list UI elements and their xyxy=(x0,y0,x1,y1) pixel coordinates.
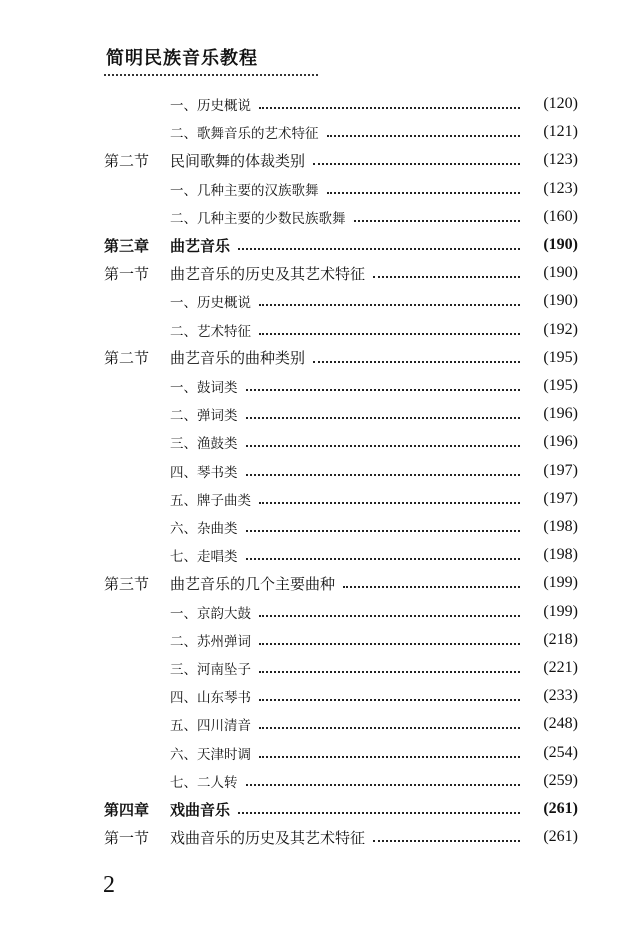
toc-entry[interactable] xyxy=(0,261,631,285)
toc-entry-label: 第二节 xyxy=(104,349,150,368)
toc-entry-title: 一、历史概说 xyxy=(170,98,251,114)
toc-entry-page: (190) xyxy=(543,264,578,282)
toc-entry-title: 一、几种主要的汉族歌舞 xyxy=(170,182,319,199)
toc-entry[interactable] xyxy=(0,289,631,313)
toc-entry[interactable] xyxy=(0,205,631,229)
toc-entry-title: 一、鼓词类 xyxy=(170,380,238,396)
dot-leader xyxy=(343,586,520,588)
toc-entry-title: 七、走唱类 xyxy=(170,549,238,566)
dot-leader xyxy=(327,135,520,137)
toc-entry-title: 曲艺音乐的曲种类别 xyxy=(170,349,306,368)
toc-entry-title: 六、杂曲类 xyxy=(170,521,238,537)
toc-entry-title: 戏曲音乐的历史及其艺术特征 xyxy=(170,828,366,847)
toc-entry-title: 一、京韵大鼓 xyxy=(170,605,251,622)
dot-leader xyxy=(259,304,520,306)
toc-entry-page: (233) xyxy=(543,687,578,705)
toc-entry[interactable] xyxy=(0,769,631,793)
header-dotted-rule xyxy=(104,74,318,76)
toc-entry-page: (198) xyxy=(543,518,578,535)
toc-entry-page: (197) xyxy=(543,461,578,479)
toc-entry-page: (248) xyxy=(543,715,578,733)
toc-entry[interactable] xyxy=(0,571,631,595)
toc-entry-label: 第三节 xyxy=(104,574,150,593)
dot-leader xyxy=(246,389,520,391)
dot-leader xyxy=(246,417,520,419)
toc-entry[interactable] xyxy=(0,515,631,539)
toc-entry-label: 第一节 xyxy=(104,264,150,283)
toc-entry-page: (261) xyxy=(543,800,578,817)
dot-leader xyxy=(259,333,520,335)
dot-leader xyxy=(373,840,520,842)
toc-entry-page: (192) xyxy=(543,320,578,338)
toc-entry-page: (121) xyxy=(543,123,578,141)
toc-entry-title: 一、历史概说 xyxy=(170,295,251,312)
toc-entry-title: 三、渔鼓类 xyxy=(170,436,238,453)
toc-entry[interactable] xyxy=(0,797,631,821)
toc-entry-title: 曲艺音乐的历史及其艺术特征 xyxy=(170,264,366,283)
toc-entry[interactable] xyxy=(0,92,631,116)
dot-leader xyxy=(327,192,520,194)
toc-entry[interactable] xyxy=(0,600,631,624)
toc-entry[interactable] xyxy=(0,374,631,398)
toc-entry-title: 三、河南坠子 xyxy=(170,662,251,678)
toc-entry[interactable] xyxy=(0,684,631,708)
toc-entry-page: (120) xyxy=(543,95,578,112)
dot-leader xyxy=(259,699,520,701)
dot-leader xyxy=(313,163,520,165)
dot-leader xyxy=(238,812,520,814)
toc-entry-page: (196) xyxy=(543,433,578,451)
toc-entry[interactable] xyxy=(0,543,631,567)
toc-entry-title: 七、二人转 xyxy=(170,774,238,791)
toc-entry-title: 四、琴书类 xyxy=(170,464,238,481)
toc-entry-label: 第三章 xyxy=(104,236,150,255)
toc-entry[interactable] xyxy=(0,628,631,652)
toc-entry-label: 第一节 xyxy=(104,828,150,847)
dot-leader xyxy=(259,107,520,109)
running-header: 简明民族音乐教程 xyxy=(106,48,258,69)
toc-entry-title: 四、山东琴书 xyxy=(170,690,251,707)
toc-entry[interactable] xyxy=(0,148,631,172)
toc-entry-title: 二、弹词类 xyxy=(170,408,238,425)
toc-entry-page: (195) xyxy=(543,377,578,394)
toc-entry[interactable] xyxy=(0,120,631,144)
toc-entry-label: 第四章 xyxy=(104,800,150,819)
dot-leader xyxy=(259,615,520,617)
toc-entry[interactable] xyxy=(0,402,631,426)
toc-entry-title: 五、牌子曲类 xyxy=(170,492,251,509)
page-number: 2 xyxy=(103,872,115,898)
toc-entry-page: (123) xyxy=(543,151,578,169)
toc-entry-page: (198) xyxy=(543,546,578,564)
dot-leader xyxy=(246,445,520,447)
toc-entry-title: 二、歌舞音乐的艺术特征 xyxy=(170,126,319,143)
toc-entry[interactable] xyxy=(0,177,631,201)
dot-leader xyxy=(259,756,520,758)
toc-entry-title: 曲艺音乐 xyxy=(170,236,231,255)
toc-entry-page: (160) xyxy=(543,207,578,225)
toc-entry-label: 第二节 xyxy=(104,151,150,170)
toc-entry-title: 曲艺音乐的几个主要曲种 xyxy=(170,574,336,593)
toc-entry-page: (221) xyxy=(543,659,578,676)
dot-leader xyxy=(354,220,520,222)
dot-leader xyxy=(259,727,520,729)
toc-entry-title: 二、几种主要的少数民族歌舞 xyxy=(170,210,346,227)
toc-entry-page: (196) xyxy=(543,405,578,423)
toc-entry-title: 戏曲音乐 xyxy=(170,800,231,819)
toc-entry-page: (261) xyxy=(543,828,578,846)
dot-leader xyxy=(259,643,520,645)
toc-entry-page: (199) xyxy=(543,574,578,592)
toc-entry[interactable] xyxy=(0,741,631,765)
toc-entry-title: 五、四川清音 xyxy=(170,718,251,735)
dot-leader xyxy=(313,361,520,363)
dot-leader xyxy=(259,502,520,504)
toc-entry-title: 民间歌舞的体裁类别 xyxy=(170,151,306,170)
toc-entry[interactable] xyxy=(0,487,631,511)
dot-leader xyxy=(373,276,520,278)
toc-entry-page: (123) xyxy=(543,179,578,197)
toc-entry-title: 六、天津时调 xyxy=(170,746,251,763)
toc-entry-page: (199) xyxy=(543,602,578,620)
toc-entry-page: (218) xyxy=(543,630,578,648)
toc-entry-title: 二、艺术特征 xyxy=(170,323,251,340)
toc-entry-page: (197) xyxy=(543,489,578,507)
toc-entry[interactable] xyxy=(0,430,631,454)
toc-entry-page: (259) xyxy=(543,771,578,789)
dot-leader xyxy=(246,558,520,560)
toc-entry[interactable] xyxy=(0,825,631,849)
toc-entry[interactable] xyxy=(0,712,631,736)
toc-entry-page: (254) xyxy=(543,743,578,761)
toc-entry-page: (190) xyxy=(543,236,578,253)
dot-leader xyxy=(246,530,520,532)
toc-entry[interactable] xyxy=(0,346,631,370)
toc-entry[interactable] xyxy=(0,459,631,483)
toc-entry-page: (190) xyxy=(543,292,578,310)
toc-entry[interactable] xyxy=(0,318,631,342)
dot-leader xyxy=(246,784,520,786)
toc-entry[interactable] xyxy=(0,233,631,257)
dot-leader xyxy=(238,248,520,250)
dot-leader xyxy=(246,474,520,476)
dot-leader xyxy=(259,671,520,673)
toc-entry-title: 二、苏州弹词 xyxy=(170,633,251,650)
toc-entry-page: (195) xyxy=(543,348,578,366)
toc-entry[interactable] xyxy=(0,656,631,680)
